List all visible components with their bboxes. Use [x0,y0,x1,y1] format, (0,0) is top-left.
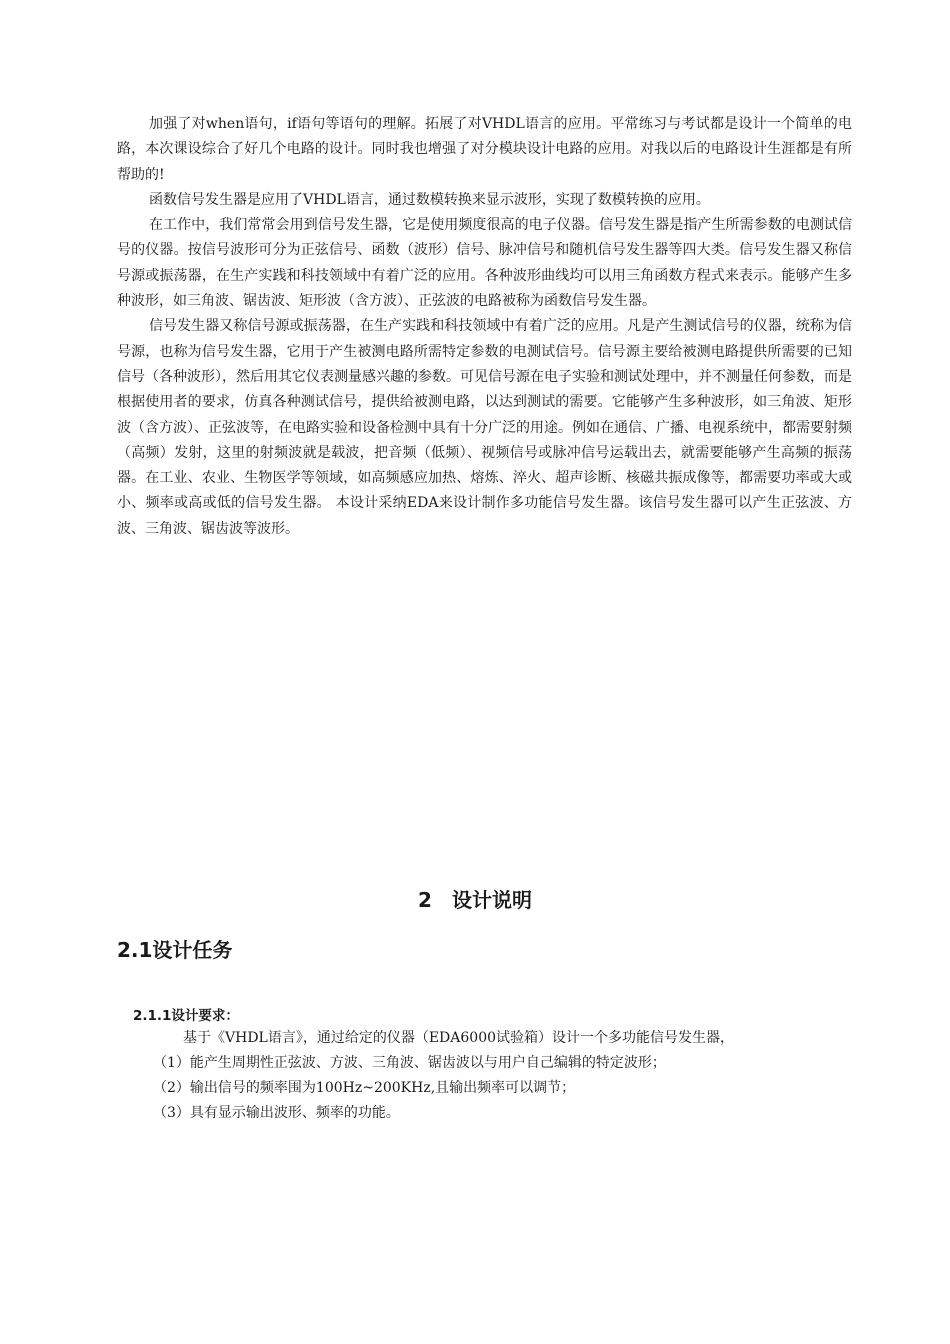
chapter-number: 2 [418,888,432,912]
subsection-heading: 2.1.1设计要求： [133,1008,239,1024]
requirements-list [153,1051,666,1126]
requirement-item: （2）输出信号的频率围为100Hz~200KHz,且输出频率可以调节； [153,1080,576,1096]
paragraph: 在工作中，我们常常会用到信号发生器，它是使用频度很高的电子仪器。信号发生器是指产生所需参数的电测试信号的仪器。按信号波形可分为正弦信号、函数（波形）信号、脉冲信号和随机信号发生器等四大类。信号发生器又称信号源或振荡器，在生产实践和科技领域中有着广泛的应用。各种波形曲线均可以用三角函数方程式来表示。能够产生多种波形，如三角波、锯齿波、矩形波（含方波）、正弦波的电路被称为函数信号发生器。 [117,217,852,310]
paragraph: 函数信号发生器是应用了VHDL语言，通过数模转换来显示波形，实现了数模转换的应用。 [149,191,710,208]
requirements-intro: 基于《VHDL语言》，通过给定的仪器（EDA6000试验箱）设计一个多功能信号发生器， [183,1030,735,1046]
section-heading: 2.1设计任务 [117,938,233,962]
body-text [117,112,852,542]
paragraph: 加强了对when语句，if语句等语句的理解。拓展了对VHDL语言的应用。平常练习与考试都是设计一个简单的电路，本次课设综合了好几个电路的设计。同时我也增强了对分模块设计电路的应用。对我以后的电路设计生涯都是有所帮助的! [117,116,852,183]
requirement-item: （1）能产生周期性正弦波、方波、三角波、锯齿波以与用户自己编辑的特定波形； [153,1055,666,1071]
paragraph: 信号发生器又称信号源或振荡器，在生产实践和科技领域中有着广泛的应用。凡是产生测试信号的仪器，统称为信号源，也称为信号发生器，它用于产生被测电路所需特定参数的电测试信号。信号源主要给被测电路提供所需要的已知信号（各种波形），然后用其它仪表测量感兴趣的参数。可见信号源在电子实验和测试处理中，并不测量任何参数，而是根据使用者的要求，仿真各种测试信号，提供给被测电路，以达到测试的需要。它能够产生多种波形，如三角波、矩形波（含方波）、正弦波等，在电路实验和设备检测中具有十分广泛的用途。例如在通信、广播、电视系统中，都需要射频（高频）发射，这里的射频波就是载波，把音频（低频）、视频信号或脉冲信号运载出去，就需要能够产生高频的振荡器。在工业、农业、生物医学等领域，如高频感应加热、熔炼、淬火、超声诊断、核磁共振成像等，都需要功率或大或小、频率或高或低的信号发生器。 本设计采纳EDA来设计制作多功能信号发生器。该信号发生器可以产生正弦波、方波、三角波、锯齿波等波形。 [117,318,852,537]
chapter-title: 设计说明 [451,888,532,912]
requirement-item: （3）具有显示输出波形、频率的功能。 [153,1105,400,1121]
chapter-heading [0,884,950,913]
